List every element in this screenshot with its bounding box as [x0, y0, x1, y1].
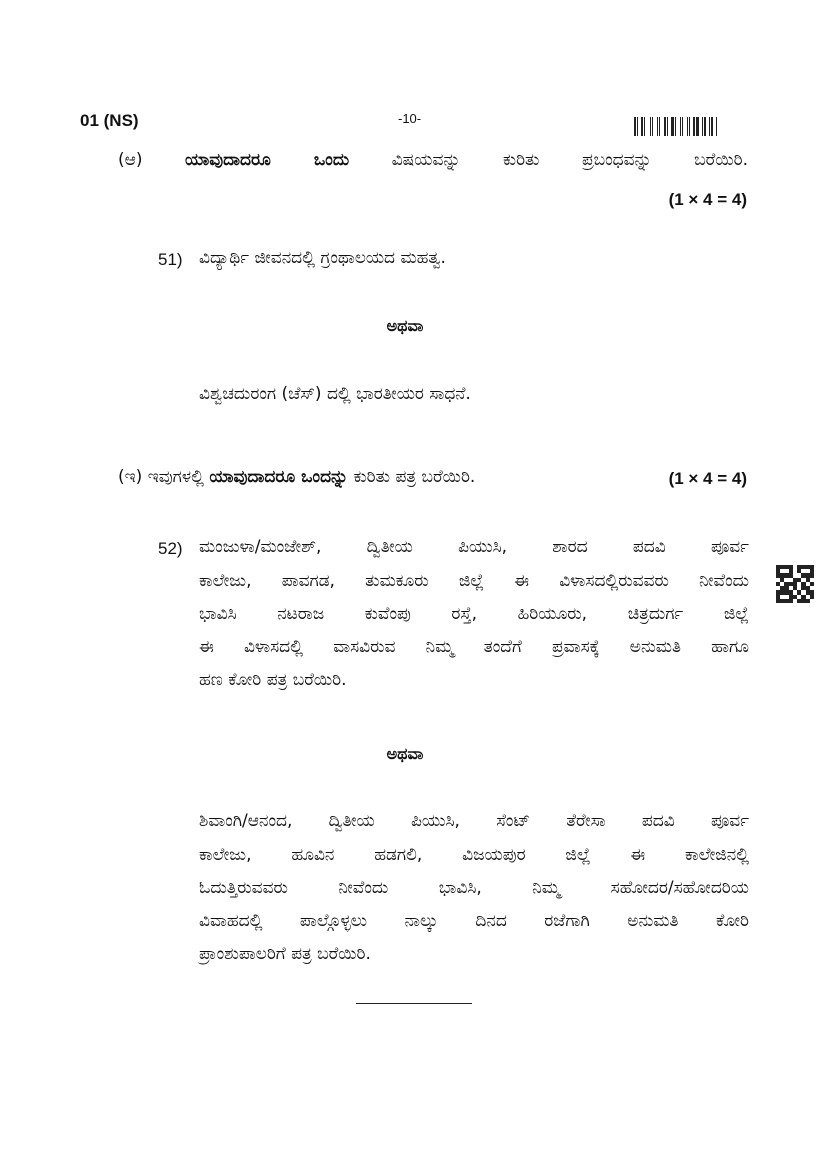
q51-text: ವಿದ್ಯಾರ್ಥಿ ಜೀವನದಲ್ಲಿ ಗ್ರಂಥಾಲಯದ ಮಹತ್ವ.: [199, 248, 446, 268]
barcode-bar: [654, 117, 656, 136]
q52-alt-line: ಓದುತ್ತಿರುವವರು ನೀವೆಂದು ಭಾವಿಸಿ, ನಿಮ್ಮ ಸಹೋದರ/ಸಹೋದರಿಯ: [199, 878, 749, 898]
section-a-bold: ಯಾವುದಾದರೂ ಒಂದು: [185, 150, 350, 170]
barcode-bar: [644, 117, 645, 136]
q51-number: 51): [158, 250, 183, 269]
barcode-bar: [687, 117, 688, 136]
barcode-bar: [669, 117, 670, 136]
barcode-bar: [671, 117, 674, 136]
barcode-bar: [707, 117, 708, 136]
paper-code: 01 (NS): [80, 111, 139, 130]
barcode-bar: [689, 117, 690, 136]
q52-alt-line: ಶಿವಾಂಗಿ/ಆನಂದ, ದ್ವಿತೀಯ ಪಿಯುಸಿ, ಸೆಂಟ್ ತೆರೇಸಾ ಪದವಿ ಪೂರ್ವ: [199, 811, 749, 831]
barcode-bar: [675, 117, 676, 136]
barcode-bar: [682, 117, 683, 136]
q52-line: ಮಂಜುಳಾ/ಮಂಜೇಶ್, ದ್ವಿತೀಯ ಪಿಯುಸಿ, ಶಾರದ ಪದವಿ ಪೂರ್ವ: [199, 537, 749, 557]
section-i-instruction: [118, 467, 475, 487]
section-i-bold: ಯಾವುದಾದರೂ ಒಂದನ್ನು: [209, 467, 349, 487]
barcode-bar: [702, 117, 703, 136]
barcode-icon: [634, 117, 744, 136]
barcode-bar: [667, 117, 668, 136]
section-a-instruction: [118, 150, 748, 170]
q52-alt-line: ವಿವಾಹದಲ್ಲಿ ಪಾಲ್ಗೊಳ್ಳಲು ನಾಲ್ಕು ದಿನದ ರಜೆಗಾಗಿ ಅನುಮತಿ ಕೋರಿ: [199, 911, 749, 931]
barcode-bar: [659, 117, 660, 136]
barcode-bar: [680, 117, 681, 136]
barcode-bar: [641, 117, 643, 136]
barcode-bar: [646, 117, 649, 136]
barcode-bar: [650, 117, 651, 136]
q51-alt-text: ವಿಶ್ವಚದುರಂಗ (ಚೆಸ್) ದಲ್ಲಿ ಭಾರತೀಯರ ಸಾಧನೆ.: [199, 384, 471, 404]
q52-line: ಕಾಲೇಜು, ಪಾವಗಡ, ತುಮಕೂರು ಜಿಲ್ಲೆ ಈ ವಿಳಾಸದಲ್ಲಿರುವವರು ನೀವೆಂದು: [199, 571, 749, 591]
barcode-bar: [661, 117, 663, 136]
section-a-label: (ಆ): [118, 150, 143, 170]
barcode-bar: [693, 117, 695, 136]
barcode-bar: [711, 117, 713, 136]
section-a-text: ವಿಷಯವನ್ನು ಕುರಿತು ಪ್ರಬಂಧವನ್ನು ಬರೆಯಿರಿ.: [391, 150, 748, 170]
or-heading-1: ಅಥವಾ: [386, 316, 424, 335]
barcode-bar: [700, 117, 701, 136]
barcode-bar: [716, 117, 717, 136]
qr-module: [810, 599, 814, 603]
q52-line: ಈ ವಿಳಾಸದಲ್ಲಿ ವಾಸವಿರುವ ನಿಮ್ಮ ತಂದೆಗೆ ಪ್ರವಾಸಕ್ಕೆ ಅನುಮತಿ ಹಾಗೂ: [199, 637, 749, 657]
barcode-bar: [696, 117, 699, 136]
section-i-pre: ಇವುಗಳಲ್ಲಿ: [147, 467, 204, 487]
q52-alt-line: ಕಾಲೇಜು, ಹೂವಿನ ಹಡಗಲಿ, ವಿಜಯಪುರ ಜಿಲ್ಲೆ ಈ ಕಾಲೇಜಿನಲ್ಲಿ: [199, 845, 749, 865]
page-number: -10-: [398, 111, 422, 126]
section-a-marks: (1 × 4 = 4): [668, 190, 747, 209]
barcode-bar: [664, 117, 666, 136]
barcode-bar: [684, 117, 686, 136]
barcode-bar: [691, 117, 692, 136]
barcode-bar: [634, 117, 636, 136]
q52-line: ಹಣ ಕೋರಿ ಪತ್ರ ಬರೆಯಿರಿ.: [199, 670, 347, 690]
barcode-bar: [657, 117, 658, 136]
barcode-bar: [714, 117, 715, 136]
q52-number: 52): [158, 539, 183, 558]
section-i-label: (ಇ): [118, 467, 143, 487]
barcode-bar: [709, 117, 710, 136]
end-rule: [356, 1003, 472, 1004]
barcode-bar: [652, 117, 653, 136]
or-heading-2: ಅಥವಾ: [386, 744, 424, 763]
qr-code-icon: [776, 565, 814, 603]
section-i-marks: (1 × 4 = 4): [668, 469, 747, 488]
q52-line: ಭಾವಿಸಿ ನಟರಾಜ ಕುವೆಂಪು ರಸ್ತೆ, ಹಿರಿಯೂರು, ಚಿತ್ರದುರ್ಗ ಜಿಲ್ಲೆ: [199, 604, 749, 624]
barcode-bar: [704, 117, 706, 136]
barcode-bar: [637, 117, 638, 136]
barcode-bar: [639, 117, 640, 136]
section-i-text: ಕುರಿತು ಪತ್ರ ಬರೆಯಿರಿ.: [353, 467, 476, 487]
q52-alt-line: ಪ್ರಾಂಶುಪಾಲರಿಗೆ ಪತ್ರ ಬರೆಯಿರಿ.: [199, 944, 371, 964]
barcode-bar: [677, 117, 679, 136]
